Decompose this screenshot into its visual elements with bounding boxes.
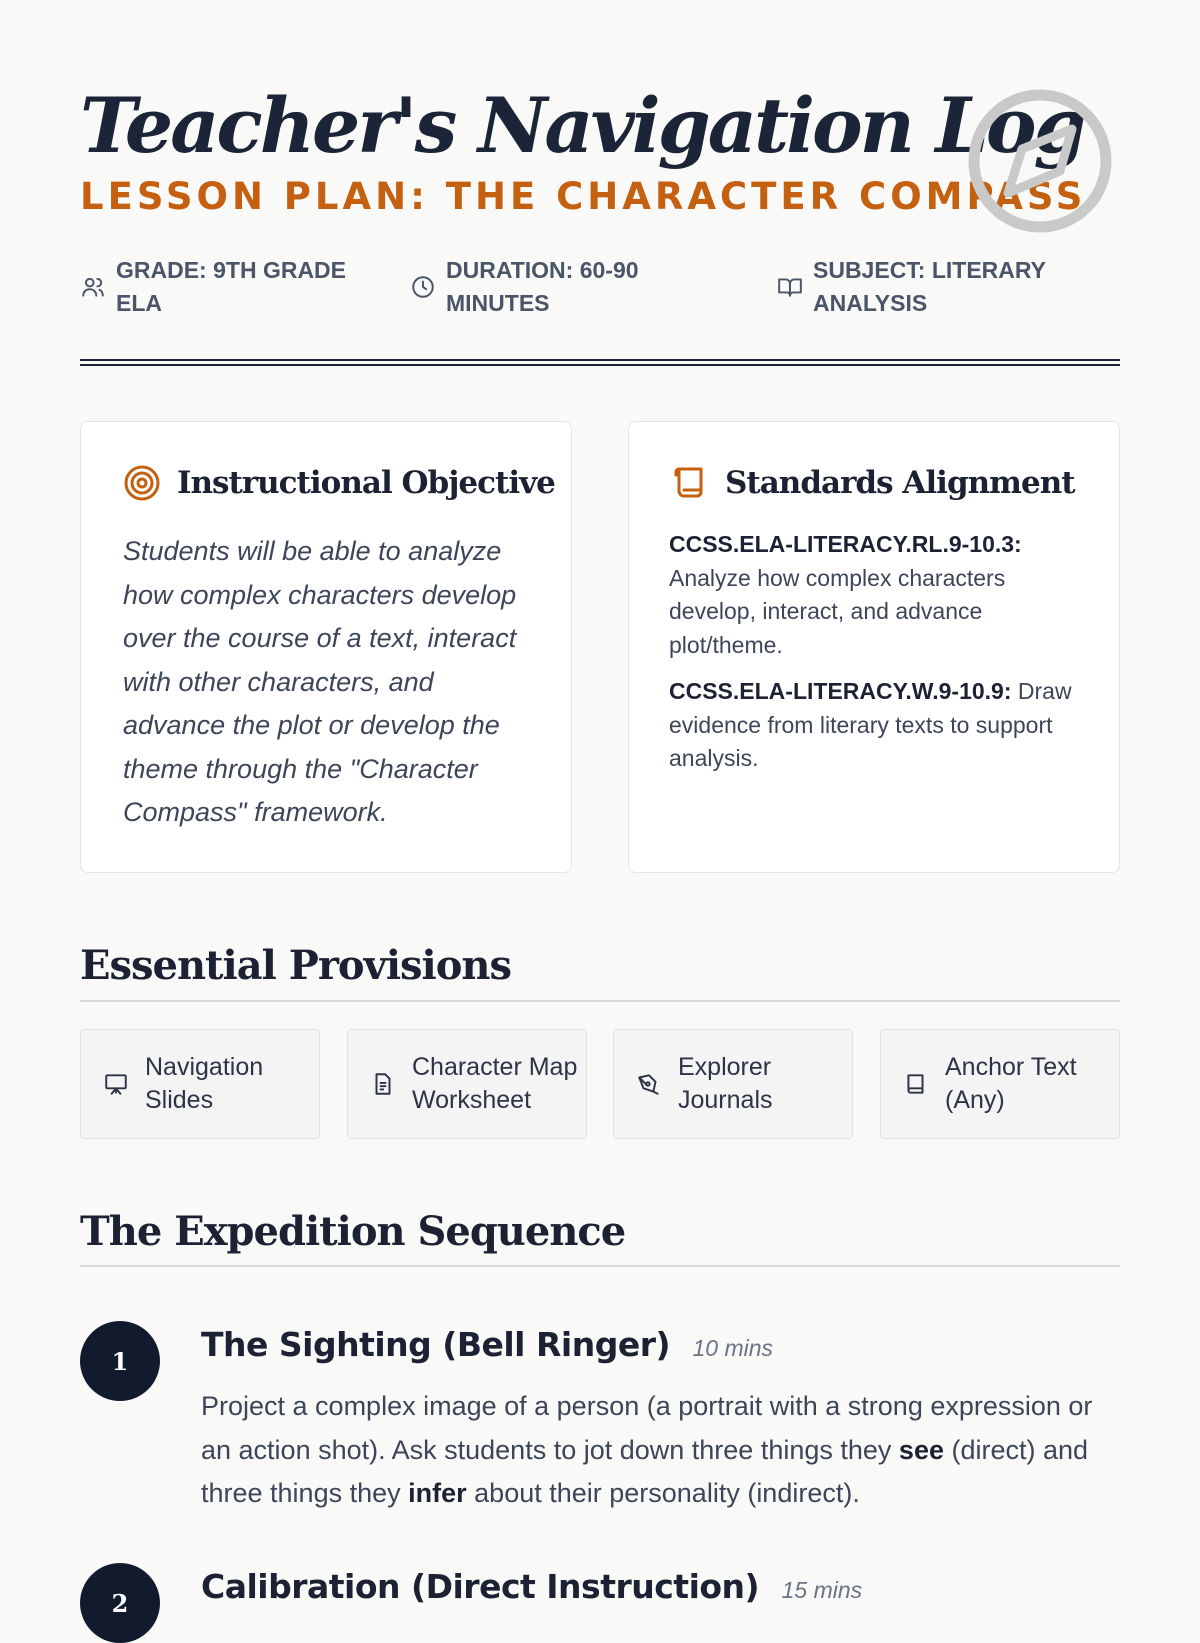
standards-card [628, 421, 1120, 873]
step-number: 2 [80, 1563, 160, 1643]
provision-item [347, 1029, 587, 1139]
provisions-heading: Essential Provisions [80, 942, 512, 989]
step-header [201, 1567, 862, 1606]
standards-heading-text: Standards Alignment [725, 465, 1075, 501]
clock-icon [410, 274, 436, 300]
provision-item [80, 1029, 320, 1139]
step-description-text: about their personality (indirect). [466, 1478, 860, 1508]
step-title: Calibration (Direct Instruction) [201, 1567, 760, 1606]
step-duration: 10 mins [692, 1335, 774, 1361]
provision-item [613, 1029, 853, 1139]
document-icon [370, 1071, 396, 1097]
step-duration: 15 mins [781, 1577, 863, 1603]
page-header [80, 78, 1120, 220]
provision-label: Navigation Slides [145, 1052, 264, 1114]
meta-duration-text: DURATION: 60-90 MINUTES [446, 257, 639, 316]
target-icon [123, 464, 161, 502]
sequence-heading: The Expedition Sequence [80, 1208, 626, 1255]
lesson-subtitle: LESSON PLAN: THE CHARACTER COMPASS [80, 175, 1087, 218]
presentation-icon [103, 1071, 129, 1097]
step-description-emphasis: infer [408, 1478, 467, 1508]
compass-icon [966, 87, 1114, 235]
step-description-text: (direct) and three things they [201, 1434, 1089, 1508]
lesson-meta [80, 254, 1120, 324]
users-icon [80, 274, 106, 300]
objective-card [80, 421, 572, 873]
book-icon [903, 1071, 929, 1097]
header-divider [80, 359, 1120, 366]
provision-item [880, 1029, 1120, 1139]
step-description-text: Project a complex image of a person (a portrait with a strong expression or an action shot). Ask students to jot down three things they [201, 1391, 1093, 1465]
standard-code: CCSS.ELA-LITERACY.W.9-10.9: [669, 678, 1012, 704]
standard-text: Draw evidence from literary texts to support analysis. [669, 678, 1072, 771]
objective-text: Students will be able to analyze how complex characters develop over the course of a text, interact with other characters, and advance the plot or develop the theme through the "Character Compass" framework. [123, 536, 517, 827]
sequence-divider [80, 1265, 1120, 1267]
meta-subject [777, 254, 1077, 320]
page-title: Teacher's Navigation Log [80, 81, 1084, 170]
book-open-icon [777, 274, 803, 300]
meta-subject-text: SUBJECT: LITERARY ANALYSIS [813, 257, 1046, 316]
standard-item [669, 675, 1089, 776]
provision-label: Explorer Journals [678, 1052, 773, 1114]
objective-heading-text: Instructional Objective [177, 465, 555, 501]
meta-grade [80, 254, 370, 320]
step-header [201, 1325, 773, 1364]
provision-label: Anchor Text (Any) [945, 1052, 1077, 1114]
step-description [201, 1385, 1121, 1516]
provisions-divider [80, 1000, 1120, 1002]
scroll-icon [671, 464, 709, 502]
provision-label: Character Map Worksheet [412, 1052, 578, 1114]
step-description-emphasis: see [898, 1434, 944, 1465]
standard-code: CCSS.ELA-LITERACY.RL.9-10.3: [669, 531, 1022, 557]
standard-item [669, 528, 1089, 662]
step-title: The Sighting (Bell Ringer) [201, 1325, 671, 1364]
pen-tool-icon [636, 1071, 662, 1097]
standards-heading [671, 464, 1075, 502]
objective-heading [123, 464, 555, 502]
meta-duration [410, 254, 710, 320]
standard-text: Analyze how complex characters develop, interact, and advance plot/theme. [669, 564, 1006, 658]
step-number: 1 [80, 1321, 160, 1401]
meta-grade-text: GRADE: 9TH GRADE ELA [116, 257, 347, 316]
